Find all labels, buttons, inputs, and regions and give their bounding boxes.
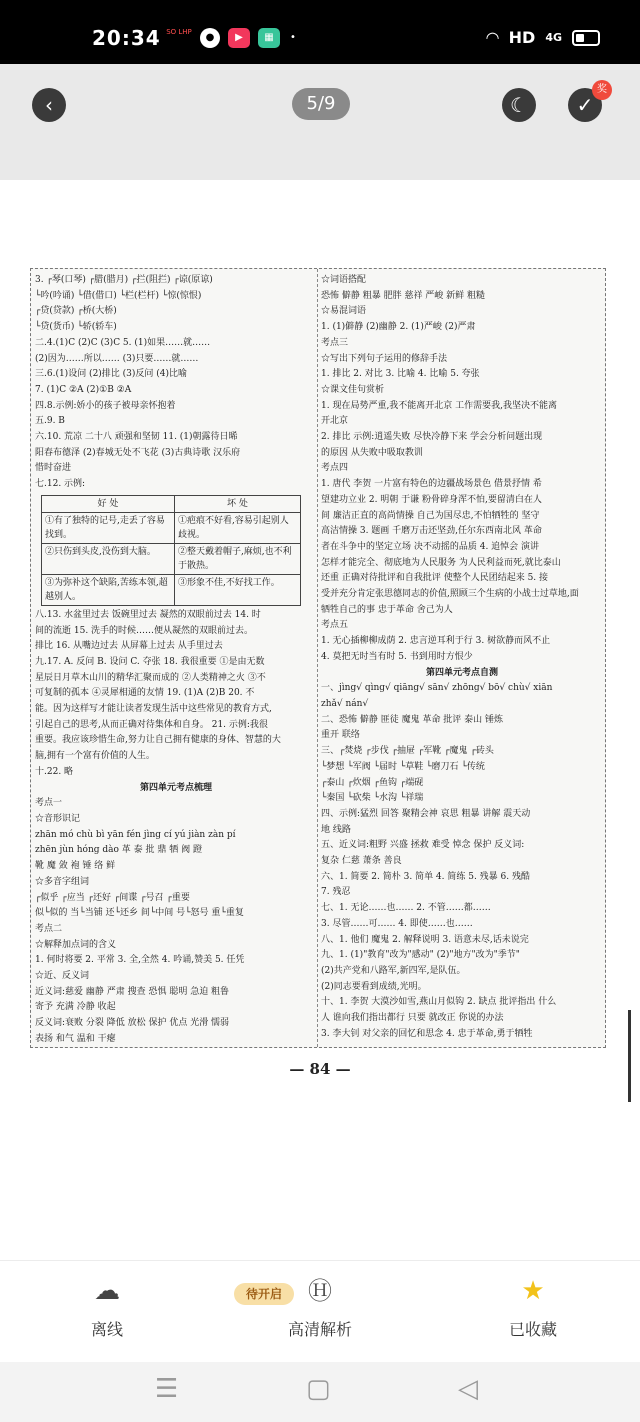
network-label: HD	[508, 28, 536, 47]
text-line: 考点五	[321, 620, 349, 631]
text-line: 引起自己的思考,从而正确对待集体和自身。 21. 示例:我很	[35, 719, 268, 730]
text-line: 脑,拥有一个富有价值的人生。	[35, 751, 155, 762]
favorite-button[interactable]	[468, 1271, 598, 1340]
text-line: 十.22. 略	[35, 766, 74, 777]
text-line: ☆易混词语	[321, 306, 367, 317]
text-line: 八.13. 水盆里过去 饭碗里过去 凝然的双眼前过去 14. 时	[35, 609, 261, 620]
pros-cons-table	[41, 495, 301, 606]
text-line: 1. 现在局势严重,我不能离开北京 工作需要我,我坚决不能离	[321, 400, 558, 411]
text-line: ☆多音字组词	[35, 876, 90, 887]
text-line: 1. (1)僻静 (2)幽静 2. (1)严峻 (2)严肃	[321, 322, 476, 333]
text-line: 九、1. (1)"教育"改为"感动" (2)"地方"改为"季节"	[321, 950, 520, 961]
left-lines-2	[35, 608, 317, 781]
text-line: 地 线路	[321, 824, 351, 835]
moon-icon: ☾	[510, 93, 528, 117]
text-line: 复杂 仁慈 萧条 善良	[321, 856, 402, 867]
text-line: 望建功立业 2. 明朝 于谦 粉骨碎身浑不怕,要留清白在人	[321, 494, 542, 505]
hd-analysis-button[interactable]	[255, 1271, 385, 1340]
left-column	[35, 273, 317, 1043]
offline-label: 离线	[90, 1320, 123, 1339]
text-line: 五、近义词:粗野 兴盛 拯救 难受 悼念 保护 反义词:	[321, 840, 525, 851]
text-line: 可复制的孤本 ④灵犀相通的友情 19. (1)A (2)B 20. 不	[35, 688, 255, 699]
text-line: └梦想 └军阀 └届时 └草鞋 └磨刀石 └传统	[321, 761, 485, 772]
text-line: ☆写出下列句子运用的修辞手法	[321, 353, 448, 364]
table-cell: ②整天戴着帽子,麻烦,也不利于散热。	[174, 543, 300, 574]
text-line: ☆解释加点词的含义	[35, 939, 117, 950]
text-line: 1. 何时将要 2. 平常 3. 全,全然 4. 吟诵,赞美 5. 任凭	[35, 955, 245, 966]
right-section-title: 第四单元考点自测	[425, 667, 498, 678]
text-line: ┌贷(贷款) ┌桥(大桥)	[35, 306, 117, 317]
text-line: 表扬 和气 温和 干瘪	[35, 1033, 116, 1043]
text-line: └秦国 └砍柴 └水沟 └祥瑞	[321, 793, 424, 804]
text-line: 的原因 从失败中吸取教训	[321, 447, 423, 458]
text-line: ☆课文佳句赏析	[321, 384, 385, 395]
battery-icon	[572, 30, 600, 46]
text-line: 3. ┌琴(口琴) ┌腊(腊月) ┌拦(阻拦) ┌谅(原谅)	[35, 275, 213, 285]
text-line: 三.6.(1)设问 (2)排比 (3)反问 (4)比喻	[35, 369, 188, 380]
right-lines	[321, 273, 603, 666]
back-arrow-icon: ‹	[45, 93, 53, 117]
page-indicator: 5/9	[292, 88, 350, 120]
text-line: 1. 唐代 李贺 一片富有特色的边疆战场景色 借景抒情 希	[321, 479, 542, 490]
text-line: ┌泰山 ┌炊烟 ┌鱼钩 ┌端砚	[321, 777, 424, 788]
table-cell: ①疤痕不好看,容易引起别人歧视。	[174, 512, 300, 543]
text-line: 牺牲自己的事 忠于革命 舍己为人	[321, 604, 453, 615]
left-lines-3	[35, 796, 317, 1043]
text-line: 七.12. 示例:	[35, 479, 86, 490]
notification-dot: •	[290, 32, 296, 43]
text-line: 惜时奋进	[35, 463, 72, 474]
text-line: 九.17. A. 反问 B. 设问 C. 夺张 18. 我很重要 ①是由无数	[35, 656, 265, 667]
text-line: 似└似的 当└当铺 还└还乡 间└中间 号└怒号 重└重复	[35, 908, 244, 919]
table-cell: ③为弥补这个缺陷,苦练本领,超越别人。	[42, 574, 175, 605]
text-line: 靴 魔 敛 袍 锤 络 鲜	[35, 861, 116, 872]
right-column	[321, 273, 603, 1043]
text-line: 人 谁向我们指出都行 只要 就改正 你说的办法	[321, 1013, 504, 1024]
text-line: ☆词语搭配	[321, 275, 367, 285]
scanned-page	[30, 268, 606, 1048]
text-line: 4. 莫把无时当有时 5. 书到用时方恨少	[321, 651, 473, 662]
text-line: (2)因为……所以…… (3)只要……就……	[35, 353, 199, 364]
text-line: └吟(吟诵) └借(借口) └栏(栏杆) └惊(惊恨)	[35, 290, 202, 301]
text-line: 间 廉洁正直的高尚情操 自己为国尽忠,不怕牺牲的 坚守	[321, 510, 540, 521]
text-line: 受并充分肯定张思德同志的价值,照顾三个生病的小战士过草地,面	[321, 589, 579, 600]
home-icon[interactable]: ▢	[306, 1374, 331, 1404]
text-line: 考点二	[35, 923, 63, 934]
text-line: 六.10. 荒凉 二十八 顽强和坚韧 11. (1)朝露待日晞	[35, 432, 238, 443]
text-line: (2)同志要看到成绩,光明。	[321, 981, 427, 992]
star-icon: ★	[521, 1276, 545, 1306]
wifi-icon: ◠	[486, 28, 499, 47]
text-line: zhān mó chù bì yān fén jìng cí yú jiàn zàn pí	[35, 829, 236, 840]
text-line: 考点三	[321, 337, 349, 348]
text-line: 四、示例:猛烈 回答 聚精会神 哀思 粗暴 讲解 震天动	[321, 808, 531, 819]
table-header-cons: 坏 处	[174, 495, 300, 512]
left-lines	[35, 273, 317, 493]
text-line: 排比 16. 从嘴边过去 从屏幕上过去 从手里过去	[35, 641, 223, 652]
text-line: 二、恐怖 僻静 匪徒 魔鬼 革命 批评 泰山 锤炼	[321, 714, 504, 725]
status-bar	[0, 0, 640, 64]
left-section-title: 第四单元考点梳理	[139, 782, 212, 793]
night-mode-button[interactable]	[502, 88, 536, 122]
table-row	[42, 543, 301, 574]
text-line: 四.8.示例:娇小的孩子被母亲怀抱着	[35, 400, 176, 411]
text-line: 1. 无心插柳柳成荫 2. 忠言逆耳利于行 3. 树欲静而风不止	[321, 636, 551, 647]
solhp-icon: SO LHP	[166, 28, 192, 48]
text-line: 八、1. 他们 魔鬼 2. 解释说明 3. 语意未尽,话未说完	[321, 934, 529, 945]
bottom-nav	[0, 1260, 640, 1363]
text-line: 考点一	[35, 798, 63, 809]
text-line: 3. 李大钊 对父亲的回忆和思念 4. 忠于革命,勇于牺牲	[321, 1028, 533, 1039]
text-line: 七、1. 无论……也…… 2. 不管……都……	[321, 903, 491, 914]
text-line: 7. 残忍	[321, 887, 351, 898]
offline-button[interactable]	[42, 1271, 172, 1340]
video-icon: ▶	[228, 28, 250, 48]
right-lines-2	[321, 681, 603, 1042]
app-icon: ▦	[258, 28, 280, 48]
hd-search-icon: Ⓗ	[308, 1277, 332, 1305]
menu-icon[interactable]: ☰	[155, 1374, 179, 1404]
text-line: 十、1. 李贺 大漠沙如雪,燕山月似钩 2. 缺点 批评指出 什么	[321, 997, 557, 1008]
cloud-download-icon: ☁	[94, 1276, 120, 1306]
text-line: 近义词:慈爱 幽静 严肃 搜查 恐惧 聪明 急迫 粗鲁	[35, 986, 230, 997]
cell-label: 4G	[545, 31, 562, 44]
text-line: 寄予 充满 冷静 收起	[35, 1002, 116, 1013]
text-line: 六、1. 简要 2. 简朴 3. 简单 4. 简练 5. 残暴 6. 残酷	[321, 871, 530, 882]
table-cell: ①有了独特的记号,走丢了容易找到。	[42, 512, 175, 543]
text-line: (2)共产党和八路军,新四军,是队伍。	[321, 965, 466, 976]
text-line: └贷(货币) └轿(轿车)	[35, 322, 117, 333]
text-line: 能。因为这样写才能让读者发现生活中这些常见的教育方式,	[35, 704, 272, 715]
page-edge-mark	[628, 1010, 631, 1102]
check-icon: ✓	[576, 93, 594, 117]
text-line: ☆音形识记	[35, 813, 81, 824]
favorite-label: 已收藏	[508, 1320, 557, 1339]
text-line: 反义词:衰败 分裂 降低 放松 保护 优点 光滑 懦弱	[35, 1018, 230, 1029]
text-line: 考点四	[321, 463, 349, 474]
reader-top-bar	[0, 64, 640, 180]
back-button[interactable]	[32, 88, 66, 122]
text-line: 二.4.(1)C (2)C (3)C 5. (1)如果……就……	[35, 337, 211, 348]
text-line: ┌似乎 ┌应当 ┌还好 ┌间谍 ┌号召 ┌重要	[35, 892, 190, 903]
status-app-icons	[166, 28, 298, 48]
back-triangle-icon[interactable]: ◁	[458, 1374, 478, 1404]
text-line: 恐怖 僻静 粗暴 肥胖 慈祥 严峻 新鲜 粗糙	[321, 290, 486, 301]
system-nav-bar	[0, 1362, 640, 1422]
text-line: 高洁情操 3. 题画 千磨万击还坚劲,任尔东西南北风 革命	[321, 526, 542, 537]
text-line: 还重 正确对待批评和自我批评 使整个人民团结起来 5. 接	[321, 573, 549, 584]
text-line: 阳春布德泽 (2)春城无处不飞花 (3)古典诗歌 汉乐府	[35, 447, 241, 458]
page-number: — 84 —	[289, 1060, 351, 1078]
text-line: 重开 联络	[321, 730, 360, 741]
text-line: zhǎ√ nán√	[321, 698, 369, 709]
text-line: 一、jìng√ qìng√ qiāng√ sān√ zhōng√ bō√ chù√ xiān	[321, 683, 553, 694]
status-time: 20:34	[92, 26, 161, 50]
table-row	[42, 574, 301, 605]
text-line: 星辰日月草木山川的精华汇聚而成的 ②人类精神之火 ③不	[35, 672, 266, 683]
wechat-icon: ●	[200, 28, 220, 48]
text-line: 重要。我应该珍惜生命,努力让自己拥有健康的身体、智慧的大	[35, 735, 281, 746]
text-line: 五.9. B	[35, 416, 65, 427]
text-line: 1. 排比 2. 对比 3. 比喻 4. 比喻 5. 夸张	[321, 369, 480, 380]
table-row	[42, 512, 301, 543]
table-cell: ③形象不佳,不好找工作。	[174, 574, 300, 605]
status-right	[486, 28, 600, 47]
table-cell: ②只伤到头皮,没伤到大脑。	[42, 543, 175, 574]
text-line: ☆近、反义词	[35, 971, 90, 982]
text-line: 开北京	[321, 416, 349, 427]
text-line: 间的流逝 15. 洗手的时候……便从凝然的双眼前过去。	[35, 625, 254, 636]
column-divider	[317, 269, 319, 1047]
hd-analysis-label: 高清解析	[287, 1320, 352, 1339]
text-line: 者在斗争中的坚定立场 决不动摇的品质 4. 追悼会 演讲	[321, 541, 540, 552]
text-line: 2. 排比 示例:逍遥失败 尽快冷静下来 学会分析问题出现	[321, 432, 543, 443]
text-line: 7. (1)C ②A (2)①B ②A	[35, 384, 132, 395]
reward-badge: 奖	[592, 80, 612, 100]
pending-pill: 待开启	[234, 1283, 294, 1305]
text-line: zhēn jùn hóng dào 革 泰 批 鼎 牺 阀 蹬	[35, 845, 202, 856]
text-line: 三、┌焚烧 ┌步伐 ┌抽屉 ┌军靴 ┌魔鬼 ┌砖头	[321, 746, 494, 757]
table-header-pros: 好 处	[42, 495, 175, 512]
text-line: 怎样才能完全、彻底地为人民服务 为人民利益而死,就比泰山	[321, 557, 561, 568]
text-line: 3. 尽管……可…… 4. 即使……也……	[321, 918, 473, 929]
